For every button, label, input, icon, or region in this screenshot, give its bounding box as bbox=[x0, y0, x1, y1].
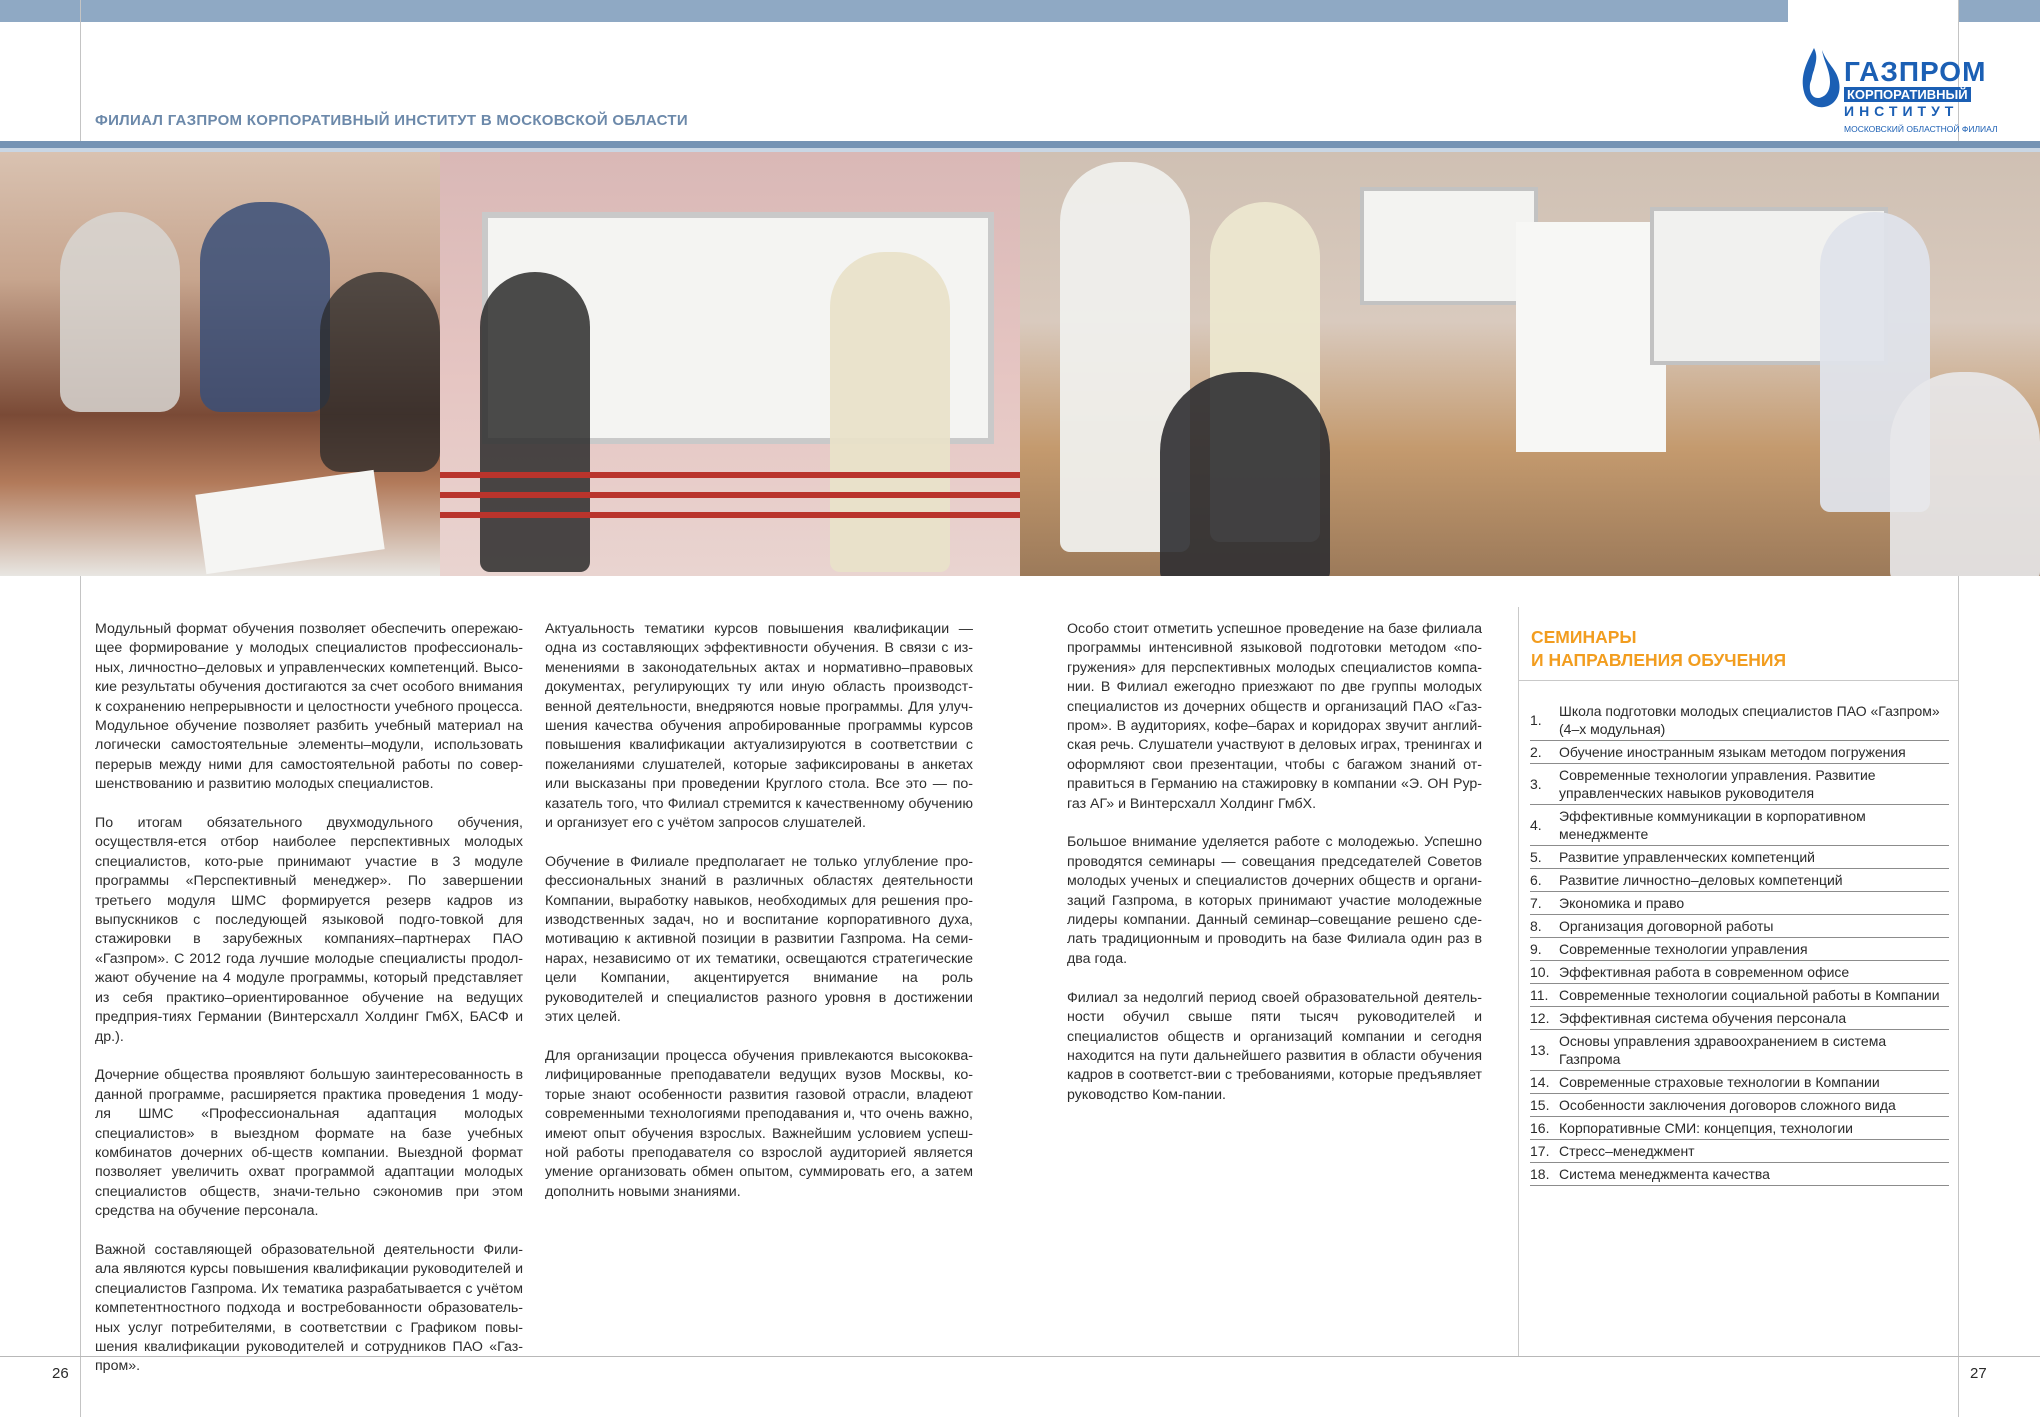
topic-text: Эффективная система обучения персонала bbox=[1559, 1010, 1847, 1026]
topic-number: 17. bbox=[1530, 1143, 1550, 1159]
sidebar-title-line-2: И НАПРАВЛЕНИЯ ОБУЧЕНИЯ bbox=[1531, 650, 1787, 670]
topic-number: 3. bbox=[1530, 776, 1542, 792]
photo-shape bbox=[1160, 372, 1330, 576]
logo-brand-name: ГАЗПРОМ bbox=[1844, 56, 1987, 87]
topic-item bbox=[1530, 915, 1949, 938]
topic-item bbox=[1530, 1071, 1949, 1094]
topic-item bbox=[1530, 1140, 1949, 1163]
topic-number: 8. bbox=[1530, 918, 1542, 934]
topic-item bbox=[1530, 1030, 1949, 1071]
topic-number: 9. bbox=[1530, 941, 1542, 957]
topic-text: Развитие личностно–деловых компетенций bbox=[1559, 872, 1843, 888]
wall-stripe bbox=[440, 472, 1020, 478]
topic-text: Современные технологии управления bbox=[1559, 941, 1808, 957]
topic-text: Эффективная работа в современном офисе bbox=[1559, 964, 1850, 980]
topic-number: 11. bbox=[1530, 987, 1549, 1003]
paragraph: Особо стоит отметить успешное проведение на базе филиала программы интенсивной языковой подготовки методом «по-гружения» для перспективных молодых специалистов компа-нии. В Филиал ежегодно приезжают по две группы молодых специалистов из дочерних обществ и организаций ПАО «Газ-пром». В аудиториях, кофе–барах и коридорах звучит англий-ская речь. Слушатели участвуют в деловых играх, тренингах и оформляют свои презентации, чтобы с багажом знаний от-правиться в Германию на стажировку в компании «Э. ОН Рур-газ АГ» и Винтерсхалл Холдинг ГмбХ. bbox=[1067, 621, 1482, 812]
topic-item bbox=[1530, 1007, 1949, 1030]
page-number-right: 27 bbox=[1970, 1365, 1987, 1382]
topic-number: 10. bbox=[1530, 964, 1550, 980]
photo-shape bbox=[830, 252, 950, 572]
text-column-3 bbox=[1067, 620, 1482, 1125]
sidebar-divider bbox=[1518, 680, 1958, 681]
header-title: ФИЛИАЛ ГАЗПРОМ КОРПОРАТИВНЫЙ ИНСТИТУТ В МОСКОВСКОЙ ОБЛАСТИ bbox=[95, 112, 688, 129]
sidebar-title bbox=[1531, 626, 1786, 672]
logo-subtitle-1: КОРПОРАТИВНЫЙ bbox=[1844, 87, 1971, 102]
top-color-bar bbox=[0, 0, 2040, 22]
paragraph: По итогам обязательного двухмодульного обучения, осуществля-ется отбор наиболее перспективных молодых специалистов, кото-рые принимают участие в 3 модуле программы «Перспективный менеджер». По завершении третьего модуля ШМС формируется резерв кадров из выпускников с последующей языковой подго-товкой для стажировки в зарубежных компаниях–партнерах ПАО «Газпром». С 2012 года лучшие молодые специалисты продол-жают обучение на 4 модуле программы, который представляет из себя практико–ориентированное обучение на ведущих предприя-тиях Германии (Винтерсхалл Холдинг ГмбХ, БАСФ и др.). bbox=[95, 815, 523, 1045]
logo-subtitle-3: МОСКОВСКИЙ ОБЛАСТНОЙ ФИЛИАЛ bbox=[1844, 124, 1998, 134]
topic-text: Корпоративные СМИ: концепция, технологии bbox=[1559, 1120, 1853, 1136]
topic-item bbox=[1530, 892, 1949, 915]
topic-text: Современные страховые технологии в Компании bbox=[1559, 1074, 1880, 1090]
topic-number: 6. bbox=[1530, 872, 1542, 888]
logo-subtitle-2: ИНСТИТУТ bbox=[1844, 103, 1959, 119]
topic-text: Школа подготовки молодых специалистов ПАО «Газпром» (4–х модульная) bbox=[1559, 703, 1940, 737]
topic-text: Эффективные коммуникации в корпоративном менеджменте bbox=[1559, 808, 1866, 842]
topic-text: Экономика и право bbox=[1559, 895, 1685, 911]
topic-item bbox=[1530, 700, 1949, 741]
text-column-2 bbox=[545, 620, 973, 1222]
flipchart-shape bbox=[1516, 222, 1666, 452]
paragraph: Важной составляющей образовательной деятельности Фили-ала являются курсы повышения квалификации руководителей и специалистов Газпрома. Их тематика разрабатывается с учётом компетентностного подхода и востребованности образователь-ных услуг потребителями, в соответствии с Графиком повы-шения квалификации руководителей и сотрудников ПАО «Газ-пром». bbox=[95, 1241, 523, 1375]
topic-number: 13. bbox=[1530, 1042, 1550, 1058]
whiteboard-shape bbox=[1360, 187, 1538, 305]
topic-text: Обучение иностранным языкам методом погружения bbox=[1559, 744, 1906, 760]
topic-item bbox=[1530, 741, 1949, 764]
photo-shape bbox=[200, 202, 330, 412]
topic-text: Развитие управленческих компетенций bbox=[1559, 849, 1815, 865]
topic-item bbox=[1530, 764, 1949, 805]
topic-item bbox=[1530, 1163, 1949, 1186]
photo-shape bbox=[480, 272, 590, 572]
topic-item bbox=[1530, 869, 1949, 892]
topic-text: Система менеджмента качества bbox=[1559, 1166, 1770, 1182]
photo-group-discussion bbox=[0, 152, 440, 576]
wall-stripe bbox=[440, 512, 1020, 518]
photo-whiteboard-presentation bbox=[440, 152, 1020, 576]
topic-number: 16. bbox=[1530, 1120, 1550, 1136]
topic-number: 12. bbox=[1530, 1010, 1550, 1026]
paragraph: Модульный формат обучения позволяет обеспечить опережаю-щее формирование у молодых специалистов профессиональ-ных, личностно–деловых и управленческих компетенций. Высо-кие результаты обучения достигаются за счет особого внимания к сохранению непрерывности и целостности учебного процесса. Модульное обучение позволяет разбить учебный материал на логически самостоятельные элементы–модули, использовать перерыв между ними для самостоятельной работы по совер-шенствованию и развитию молодых специалистов. bbox=[95, 621, 523, 793]
gazprom-logo bbox=[1796, 40, 1998, 140]
topic-number: 15. bbox=[1530, 1097, 1550, 1113]
topic-number: 14. bbox=[1530, 1074, 1550, 1090]
topic-item bbox=[1530, 1094, 1949, 1117]
topic-number: 18. bbox=[1530, 1166, 1550, 1182]
paragraph: Филиал за недолгий период своей образовательной деятель-ности обучил свыше пяти тысяч руководителей и специалистов обществ и организаций компании и сегодня находится на пути дальнейшего развития в области обучения кадров в соответст-вии с требованиями, которые предъявляет руководство Ком-пании. bbox=[1067, 989, 1482, 1103]
photo-shape bbox=[1890, 372, 2040, 576]
topic-text: Современные технологии социальной работы в Компании bbox=[1559, 987, 1940, 1003]
photo-shape bbox=[320, 272, 440, 472]
paragraph: Большое внимание уделяется работе с молодежью. Успешно проводятся семинары — совещания председателей Советов молодых ученых и специалистов дочерних обществ и органи-заций Газпрома, в которых принимают участие молодежные лидеры компании. Данный семинар–совещание решено сде-лать традиционным и проводить на базе Филиала один раз в два года. bbox=[1067, 834, 1482, 967]
page-number-left: 26 bbox=[52, 1365, 69, 1382]
topic-item bbox=[1530, 1117, 1949, 1140]
sidebar-title-line-1: СЕМИНАРЫ bbox=[1531, 627, 1637, 647]
topic-number: 4. bbox=[1530, 817, 1542, 833]
topic-number: 5. bbox=[1530, 849, 1542, 865]
paragraph: Дочерние общества проявляют большую заинтересованность в данной программе, расширяется практика проведения 1 моду-ля ШМС «Профессиональная адаптация молодых специалистов» в выездном формате на базе учебных комбинатов дочерних об-ществ компании. Выездной формат позволяет увеличить охват программой адаптации молодых специалистов обществ, значи-тельно сэкономив при этом средства на обучение персонала. bbox=[95, 1067, 523, 1220]
photo-shape bbox=[195, 470, 384, 574]
topic-text: Стресс–менеджмент bbox=[1559, 1143, 1695, 1159]
paragraph: Актуальность тематики курсов повышения квалификации — одна из составляющих эффективности обучения. В связи с из-менениями в законодательных актах и нормативно–правовых документах, регулирующих ту или иную область производст-венной деятельности, внедряются новые программы. Для улуч-шения качества обучения апробированные программы курсов повышения квалификации актуализируются в соответствии с пожеланиями слушателей, которые зафиксированы в анкетах или высказаны при проведении Круглого стола. Все это — по-казатель того, что Филиал стремится к качественному обучению и организует его с учётом запросов слушателей. bbox=[545, 621, 973, 832]
topic-item bbox=[1530, 984, 1949, 1007]
topics-list bbox=[1530, 700, 1949, 1186]
topic-text: Организация договорной работы bbox=[1559, 918, 1774, 934]
topic-item bbox=[1530, 961, 1949, 984]
topic-number: 1. bbox=[1530, 712, 1542, 728]
photo-shape bbox=[60, 212, 180, 412]
topic-item bbox=[1530, 805, 1949, 846]
footer-rule bbox=[0, 1356, 2040, 1357]
wall-stripe bbox=[440, 492, 1020, 498]
paragraph: Для организации процесса обучения привлекаются высококва-лифицированные преподаватели ведущих вузов Москвы, ко-торые знают особенности развития газовой отрасли, владеют современными технологиями преподавания и, что очень важно, имеют опыт обучения взрослых. Важнейшим условием успеш-ной работы преподавателя со взрослой аудиторией является умение организовать обмен опытом, суммировать его, а затем дополнить новыми знаниями. bbox=[545, 1047, 973, 1200]
photo-classroom-seminar bbox=[1020, 152, 2040, 576]
topic-number: 2. bbox=[1530, 744, 1542, 760]
text-column-1 bbox=[95, 620, 523, 1396]
paragraph: Обучение в Филиале предполагает не только углубление про-фессиональных знаний в различных областях деятельности Компании, выработку навыков, необходимых для решения про-изводственных задач, но и воспитание корпоративного духа, мотивацию к активной позиции в развитии Газпрома. На семи-нарах, независимо от их тематики, освещаются стратегические цели Компании, акцентируется внимание на роль руководителей и специалистов разного уровня в достижении этих целей. bbox=[545, 853, 973, 1026]
header-stripe-dark bbox=[0, 141, 2040, 148]
topic-item bbox=[1530, 846, 1949, 869]
topic-text: Современные технологии управления. Развитие управленческих навыков руководителя bbox=[1559, 767, 1876, 801]
topic-item bbox=[1530, 938, 1949, 961]
topic-text: Основы управления здравоохранением в система Газпрома bbox=[1559, 1033, 1887, 1067]
topic-text: Особенности заключения договоров сложного вида bbox=[1559, 1097, 1896, 1113]
topic-number: 7. bbox=[1530, 895, 1542, 911]
